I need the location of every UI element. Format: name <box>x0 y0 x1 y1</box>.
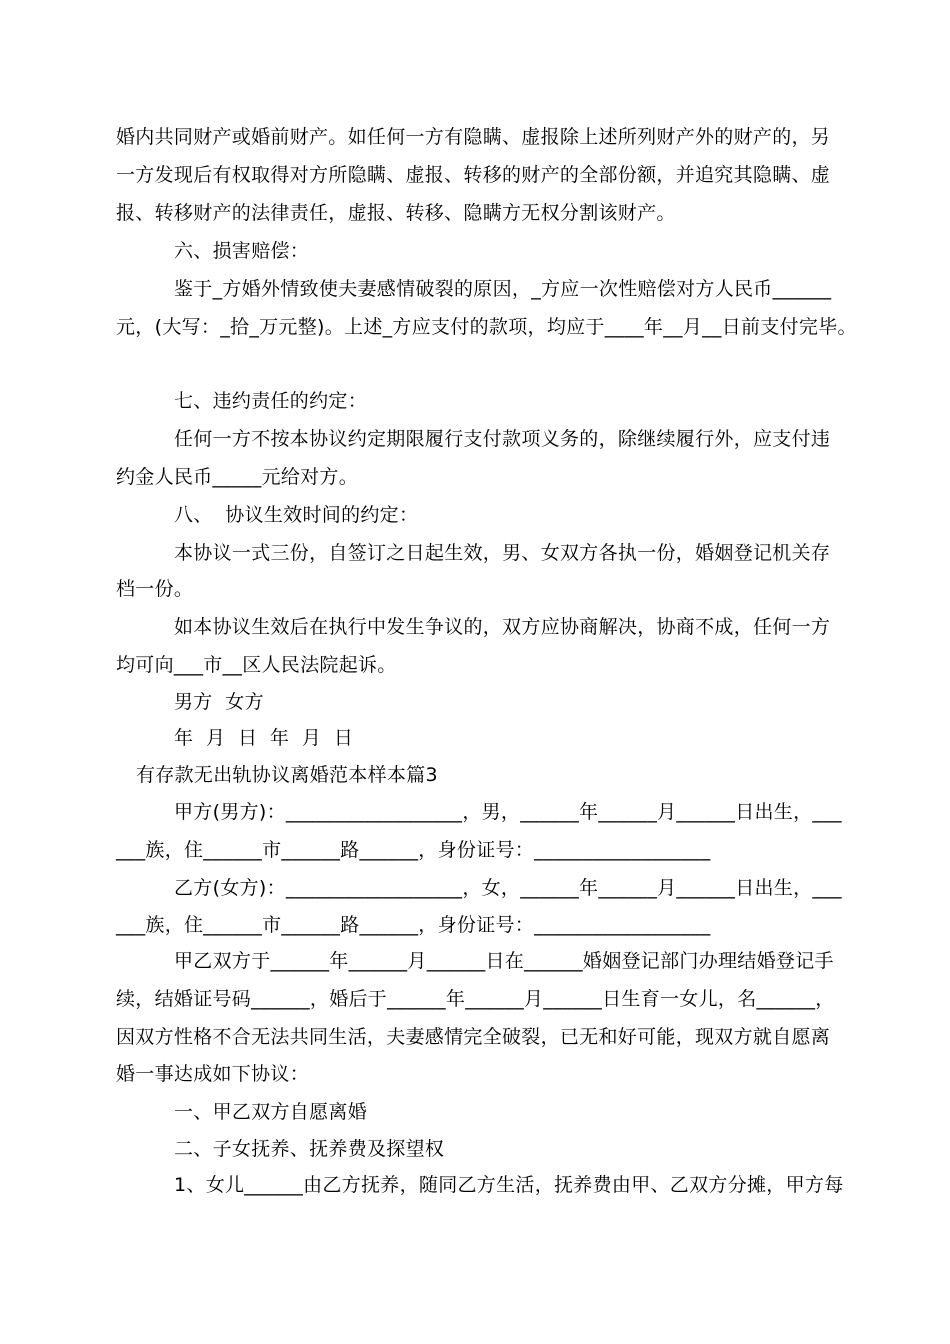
signature-parties: 男方 女方 <box>174 691 264 713</box>
body-line: 一方发现后有权取得对方所隐瞒、虚报、转移的财产的全部份额，并追究其隐瞒、虚 <box>116 164 831 186</box>
body-line: 档一份。 <box>116 578 194 600</box>
section-heading: 一、甲乙双方自愿离婚 <box>174 1101 368 1123</box>
section-heading: 六、损害赔偿： <box>174 240 310 262</box>
body-line: 本协议一式三份，自签订之日起生效，男、女双方各执一份，婚姻登记机关存 <box>174 542 831 564</box>
section-heading: 七、违约责任的约定： <box>174 390 368 412</box>
party-b-line: ___族，住______市______路______，身份证号：__________________ <box>116 914 711 936</box>
signature-dates: 年 月 日 年 月 日 <box>174 727 354 749</box>
body-line: 报、转移财产的法律责任，虚报、转移、隐瞒方无权分割该财产。 <box>116 202 676 224</box>
body-line: 婚一事达成如下协议： <box>116 1063 310 1085</box>
body-line: 因双方性格不合无法共同生活，夫妻感情完全破裂，已无和好可能，现双方就自愿离 <box>116 1026 831 1048</box>
body-line: 婚内共同财产或婚前财产。如任何一方有隐瞒、虚报除上述所列财产外的财产的，另 <box>116 126 831 148</box>
body-line: 元，(大写：_拾_万元整)。上述_方应支付的款项，均应于____年__月__日前支付完毕。 <box>116 316 857 338</box>
section-heading: 八、 协议生效时间的约定： <box>174 504 419 526</box>
body-line: 任何一方不按本协议约定期限履行支付款项义务的，除继续履行外，应支付违 <box>174 428 831 450</box>
party-b-line: 乙方(女方)：__________________，女，______年______月______日出生，___ <box>174 877 842 899</box>
body-line: 鉴于_方婚外情致使夫妻感情破裂的原因，_方应一次性赔偿对方人民币______ <box>174 278 832 300</box>
document-title: 有存款无出轨协议离婚范本样本篇3 <box>136 764 438 786</box>
party-a-line: ___族，住______市______路______，身份证号：__________________ <box>116 839 711 861</box>
body-line: 甲乙双方于______年______月______日在______婚姻登记部门办理结婚登记手 <box>174 950 834 972</box>
body-line: 续，结婚证号码______，婚后于______年______月______日生育一女儿，名______， <box>116 988 835 1010</box>
body-line: 1、女儿______由乙方抚养，随同乙方生活，抚养费由甲、乙双方分摊，甲方每 <box>174 1174 844 1196</box>
section-heading: 二、子女抚养、抚养费及探望权 <box>174 1138 445 1160</box>
body-line: 如本协议生效后在执行中发生争议的，双方应协商解决，协商不成，任何一方 <box>174 616 831 638</box>
party-a-line: 甲方(男方)：__________________，男，______年______月______日出生，___ <box>174 801 842 823</box>
body-line: 约金人民币_____元给对方。 <box>116 466 359 488</box>
body-line: 均可向___市__区人民法院起诉。 <box>116 654 397 676</box>
